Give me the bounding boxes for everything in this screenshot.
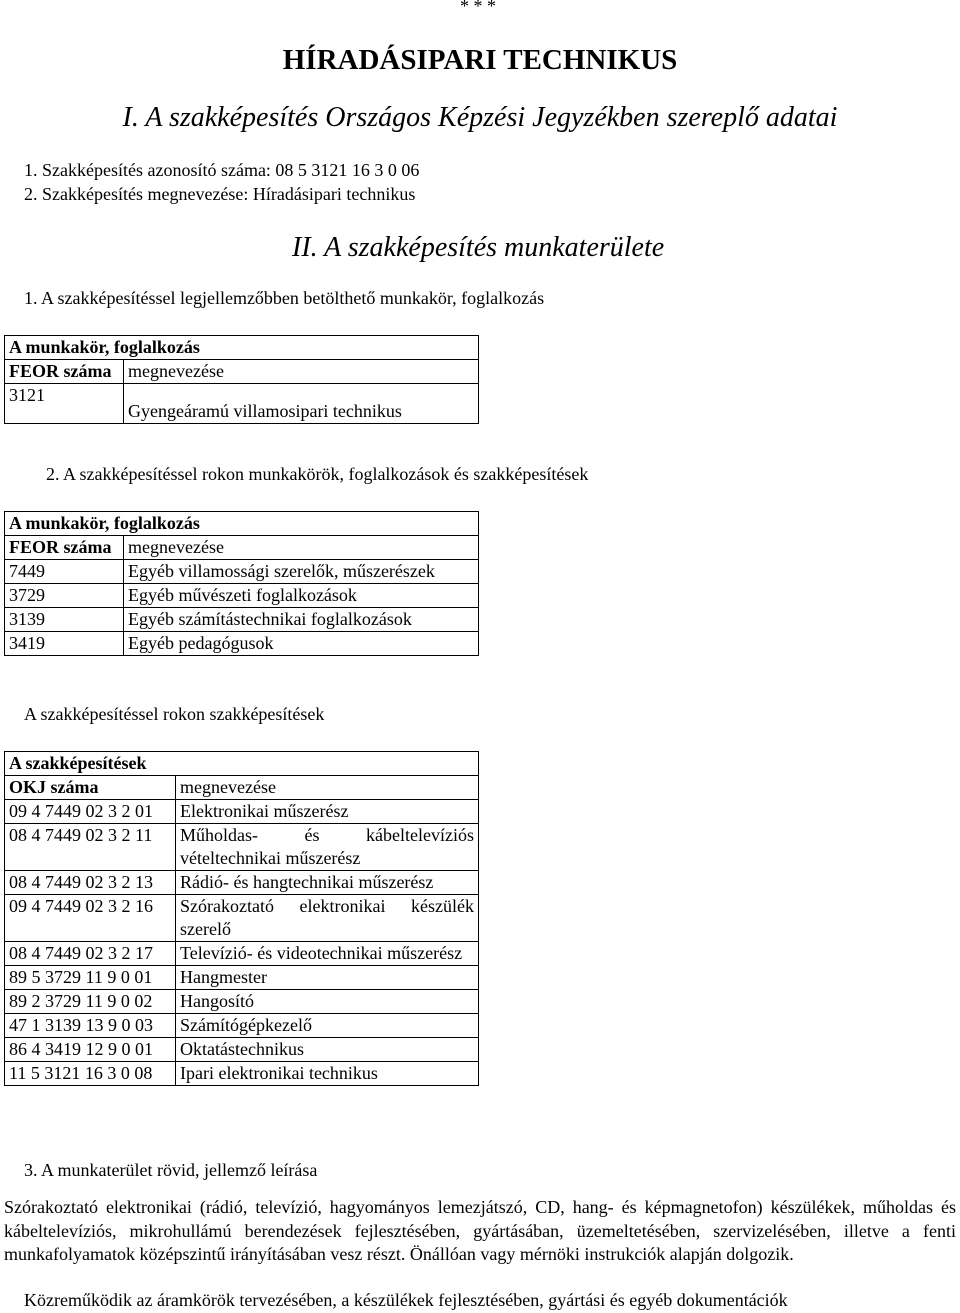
row-name: Ipari elektronikai technikus bbox=[176, 1062, 479, 1086]
section-1-heading: I. A szakképesítés Országos Képzési Jegyzékben szereplő adatai bbox=[122, 102, 838, 133]
row-code: 3729 bbox=[5, 584, 124, 608]
row-code: 08 4 7449 02 3 2 11 bbox=[5, 824, 176, 871]
column-header-name: megnevezése bbox=[176, 776, 479, 800]
row-name: Gyengeáramú villamosipari technikus bbox=[124, 384, 479, 424]
row-code: 86 4 3419 12 9 0 01 bbox=[5, 1038, 176, 1062]
row-name: Elektronikai műszerész bbox=[176, 800, 479, 824]
column-header-name: megnevezése bbox=[124, 536, 479, 560]
row-code: 11 5 3121 16 3 0 08 bbox=[5, 1062, 176, 1086]
column-header-feor: FEOR száma bbox=[5, 360, 124, 384]
row-name: Oktatástechnikus bbox=[176, 1038, 479, 1062]
row-code: 3419 bbox=[5, 632, 124, 656]
description-paragraph-2: Közreműködik az áramkörök tervezésében, a készülékek fejlesztésében, gyártási és egyéb dokumentációk bbox=[24, 1290, 788, 1310]
table-row bbox=[5, 584, 479, 608]
row-name: Hangmester bbox=[176, 966, 479, 990]
row-name: Egyéb művészeti foglalkozások bbox=[124, 584, 479, 608]
row-name: Számítógépkezelő bbox=[176, 1014, 479, 1038]
table-row bbox=[5, 895, 479, 942]
row-code: 47 1 3139 13 9 0 03 bbox=[5, 1014, 176, 1038]
row-code: 09 4 7449 02 3 2 16 bbox=[5, 895, 176, 942]
row-code: 89 5 3729 11 9 0 01 bbox=[5, 966, 176, 990]
table-row bbox=[5, 632, 479, 656]
row-code: 7449 bbox=[5, 560, 124, 584]
table-row bbox=[5, 560, 479, 584]
row-name: Egyéb pedagógusok bbox=[124, 632, 479, 656]
table-row bbox=[5, 1014, 479, 1038]
table-header: A szakképesítések bbox=[5, 752, 479, 776]
description-paragraph-1: Szórakoztató elektronikai (rádió, televízió, hagyományos lemezjátszó, CD, hang- és képmagnetofon) készülékek, műholdas és kábeltelevíziós, mikrohullámú berendezések fejlesztésében, gyártásában, üzemeltetésében, szervizelésében, illetve a fenti munkafolyamatok középszintű irányításában vesz részt. Önállóan vagy mérnöki instrukciók alapján dolgozik. bbox=[4, 1197, 956, 1264]
qualification-id-line: 1. Szakképesítés azonosító száma: 08 5 3121 16 3 0 06 bbox=[24, 160, 420, 180]
row-code: 09 4 7449 02 3 2 01 bbox=[5, 800, 176, 824]
row-code: 3121 bbox=[5, 384, 124, 424]
table-row bbox=[5, 871, 479, 895]
table-row bbox=[5, 824, 479, 871]
table-row bbox=[5, 966, 479, 990]
related-qualifications-label: A szakképesítéssel rokon szakképesítések bbox=[24, 704, 325, 724]
related-jobs-table bbox=[4, 511, 479, 656]
row-name: Egyéb villamossági szerelők, műszerészek bbox=[124, 560, 479, 584]
related-jobs-heading: 2. A szakképesítéssel rokon munkakörök, foglalkozások és szakképesítések bbox=[46, 464, 589, 484]
table-row bbox=[5, 942, 479, 966]
column-header-okj: OKJ száma bbox=[5, 776, 176, 800]
work-description-heading: 3. A munkaterület rövid, jellemző leírása bbox=[24, 1160, 318, 1180]
row-code: 89 2 3729 11 9 0 02 bbox=[5, 990, 176, 1014]
typical-job-heading: 1. A szakképesítéssel legjellemzőbben betölthető munkakör, foglalkozás bbox=[24, 288, 545, 308]
row-name: Szórakoztató elektronikai készülék szerelő bbox=[176, 895, 479, 942]
row-name: Rádió- és hangtechnikai műszerész bbox=[176, 871, 479, 895]
table-header: A munkakör, foglalkozás bbox=[5, 336, 479, 360]
row-code: 08 4 7449 02 3 2 13 bbox=[5, 871, 176, 895]
row-code: 08 4 7449 02 3 2 17 bbox=[5, 942, 176, 966]
row-name: Egyéb számítástechnikai foglalkozások bbox=[124, 608, 479, 632]
table-row bbox=[5, 990, 479, 1014]
table-row bbox=[5, 608, 479, 632]
table-row bbox=[5, 800, 479, 824]
qualification-name-line: 2. Szakképesítés megnevezése: Híradásipari technikus bbox=[24, 184, 416, 204]
document-title: HÍRADÁSIPARI TECHNIKUS bbox=[282, 44, 678, 76]
row-name: Műholdas- és kábeltelevíziós vételtechnikai műszerész bbox=[176, 824, 479, 871]
related-qualifications-table bbox=[4, 751, 479, 1086]
row-name: Televízió- és videotechnikai műszerész bbox=[176, 942, 479, 966]
row-code: 3139 bbox=[5, 608, 124, 632]
table-header: A munkakör, foglalkozás bbox=[5, 512, 479, 536]
section-2-heading: II. A szakképesítés munkaterülete bbox=[292, 232, 665, 263]
typical-job-table bbox=[4, 335, 479, 424]
column-header-name: megnevezése bbox=[124, 360, 479, 384]
column-header-feor: FEOR száma bbox=[5, 536, 124, 560]
table-row bbox=[5, 1038, 479, 1062]
decorative-stars: * * * bbox=[460, 0, 496, 16]
row-name: Hangosító bbox=[176, 990, 479, 1014]
table-row bbox=[5, 1062, 479, 1086]
